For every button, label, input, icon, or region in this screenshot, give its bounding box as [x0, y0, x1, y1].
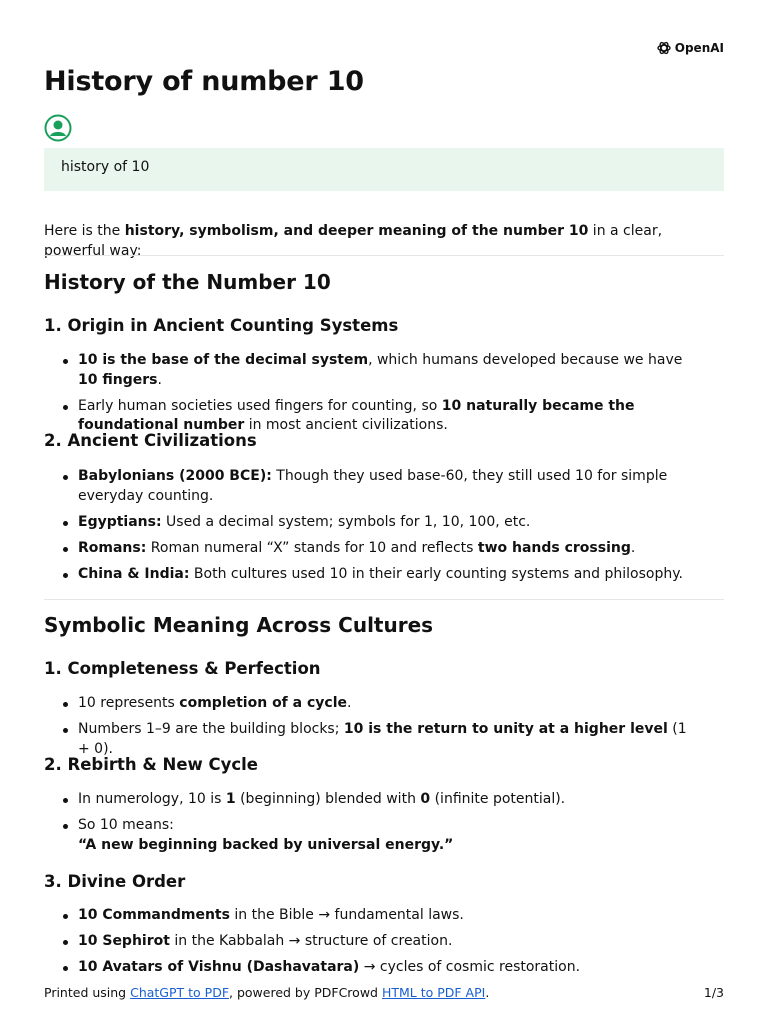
divider [44, 255, 724, 256]
list-item: So 10 means: “A new beginning backed by universal energy.” [44, 816, 694, 855]
list-civilizations [44, 467, 694, 591]
list-rebirth [44, 790, 694, 862]
subheading-origin: 1. Origin in Ancient Counting Systems [44, 316, 399, 335]
list-item: 10 Avatars of Vishnu (Dashavatara) → cycles of cosmic restoration. [44, 958, 694, 978]
list-item: Early human societies used fingers for counting, so 10 naturally became the foundational number in most ancient civilizations. [44, 397, 694, 436]
list-item: Romans: Roman numeral “X” stands for 10 and reflects two hands crossing. [44, 539, 694, 559]
list-item: 10 represents completion of a cycle. [44, 694, 694, 714]
intro-text: Here is the [44, 223, 125, 239]
subheading-civilizations: 2. Ancient Civilizations [44, 431, 257, 450]
openai-icon [656, 40, 672, 56]
page-title: History of number 10 [44, 66, 364, 97]
intro-bold: history, symbolism, and deeper meaning of the number 10 [124, 223, 589, 239]
list-item: Babylonians (2000 BCE): Though they used base-60, they still used 10 for simple everyday counting. [44, 467, 694, 506]
list-item: Egyptians: Used a decimal system; symbols for 1, 10, 100, etc. [44, 513, 694, 533]
list-divine-order [44, 906, 694, 984]
footer-text: Printed using [44, 985, 131, 1000]
openai-logo [656, 40, 724, 56]
footer-text-mid: , powered by PDFCrowd [229, 985, 382, 1000]
list-item: 10 is the base of the decimal system, which humans developed because we have 10 fingers. [44, 351, 694, 390]
page-number: 1/3 [703, 985, 724, 1000]
list-origin [44, 351, 694, 442]
subheading-rebirth: 2. Rebirth & New Cycle [44, 755, 258, 774]
user-avatar-icon [44, 114, 72, 142]
footer-text-end: . [485, 985, 490, 1000]
subheading-divine-order: 3. Divine Order [44, 872, 186, 891]
list-item: 10 Commandments in the Bible → fundamental laws. [44, 906, 694, 926]
intro-text-end: in a clear, powerful way: [44, 223, 663, 259]
list-item: Numbers 1–9 are the building blocks; 10 is the return to unity at a higher level (1 + 0). [44, 720, 694, 759]
divider [44, 599, 724, 600]
html-to-pdf-api-link[interactable]: HTML to PDF API [381, 985, 486, 1000]
section-heading-history: History of the Number 10 [44, 270, 331, 294]
user-prompt: history of 10 [44, 148, 724, 191]
chatgpt-to-pdf-link[interactable]: ChatGPT to PDF [130, 985, 230, 1000]
list-item: In numerology, 10 is 1 (beginning) blended with 0 (infinite potential). [44, 790, 694, 810]
subheading-completeness: 1. Completeness & Perfection [44, 659, 321, 678]
list-item: China & India: Both cultures used 10 in their early counting systems and philosophy. [44, 565, 694, 585]
list-item: 10 Sephirot in the Kabbalah → structure of creation. [44, 932, 694, 952]
print-footer [44, 985, 724, 1000]
section-heading-symbolic: Symbolic Meaning Across Cultures [44, 613, 434, 637]
logo-text: OpenAI [674, 41, 724, 55]
